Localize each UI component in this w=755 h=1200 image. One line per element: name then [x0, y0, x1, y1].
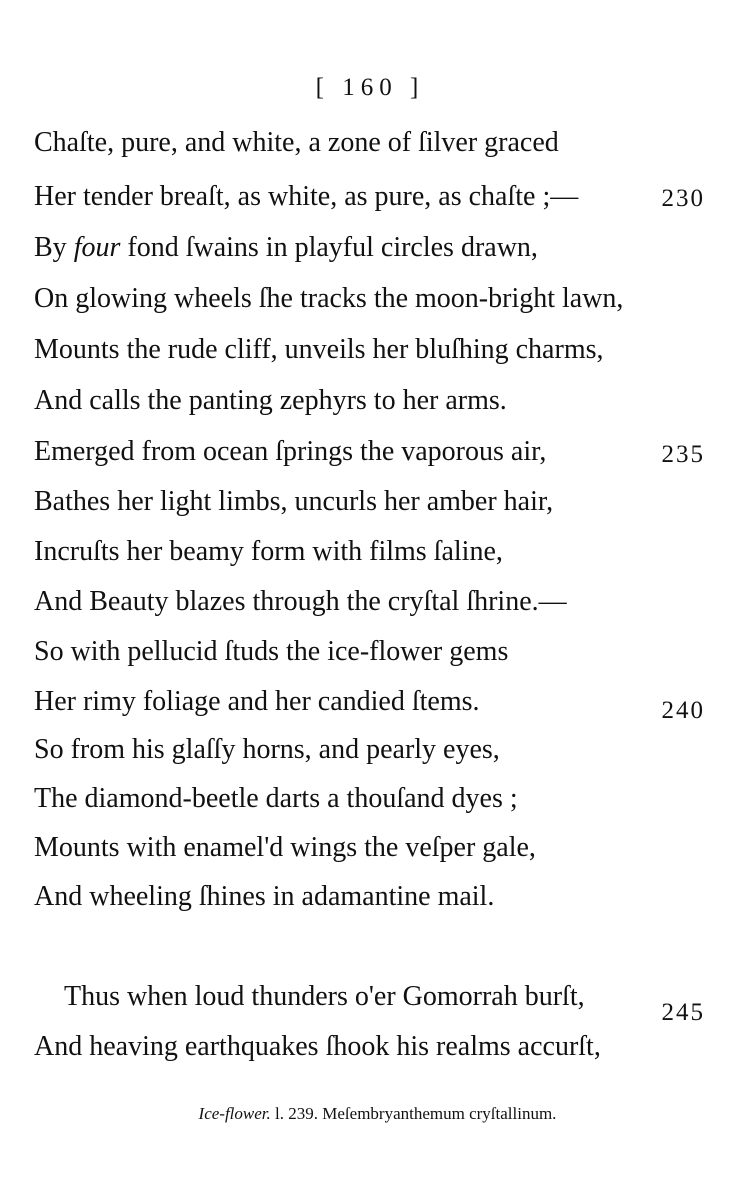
- poem-line: The diamond-beetle darts a thouſand dyes ;: [34, 783, 518, 814]
- poem-line: Emerged from ocean ſprings the vaporous air,: [34, 436, 547, 467]
- poem-line: Thus when loud thunders o'er Gomorrah burſt,: [64, 981, 585, 1012]
- poem-line: Her rimy foliage and her candied ſtems.: [34, 686, 480, 717]
- poem-line: Bathes her light limbs, uncurls her amber hair,: [34, 486, 554, 517]
- poem-line: And Beauty blazes through the cryſtal ſhrine.—: [34, 586, 567, 617]
- poem-line: Chaſte, pure, and white, a zone of ſilver graced: [34, 127, 559, 158]
- poem-line: And calls the panting zephyrs to her arms.: [34, 385, 507, 416]
- footnote-term: Ice-flower.: [198, 1104, 271, 1123]
- emphasized-word: four: [73, 232, 121, 263]
- page-number: [ 160 ]: [315, 74, 425, 101]
- line-number: 230: [661, 185, 705, 212]
- poem-line: On glowing wheels ſhe tracks the moon-bright lawn,: [34, 283, 624, 314]
- poem-line-part: fond ſwains in playful circles drawn,: [120, 232, 538, 263]
- poem-line: And heaving earthquakes ſhook his realms accurſt,: [34, 1031, 601, 1062]
- poem-line: [34, 231, 538, 265]
- footnote-text: Meſembryanthemum cryſtallinum.: [318, 1104, 557, 1123]
- poem-line: Incruſts her beamy form with films ſaline,: [34, 536, 503, 567]
- line-number: 240: [661, 697, 705, 724]
- poem-line: So from his glaſſy horns, and pearly eyes,: [34, 734, 500, 765]
- poem-line: Her tender breaſt, as white, as pure, as chaſte ;—: [34, 181, 579, 212]
- poem-line: Mounts the rude cliff, unveils her bluſhing charms,: [34, 334, 604, 365]
- poem-line: And wheeling ſhines in adamantine mail.: [34, 881, 495, 912]
- poem-line: So with pellucid ſtuds the ice-flower gems: [34, 636, 509, 667]
- footnote-reference: l. 239.: [270, 1104, 319, 1123]
- poem-line: Mounts with enamel'd wings the veſper gale,: [34, 832, 536, 863]
- footnote: [0, 1104, 755, 1124]
- poem-line-part: By: [34, 232, 74, 263]
- line-number: 245: [661, 999, 705, 1026]
- line-number: 235: [661, 441, 705, 468]
